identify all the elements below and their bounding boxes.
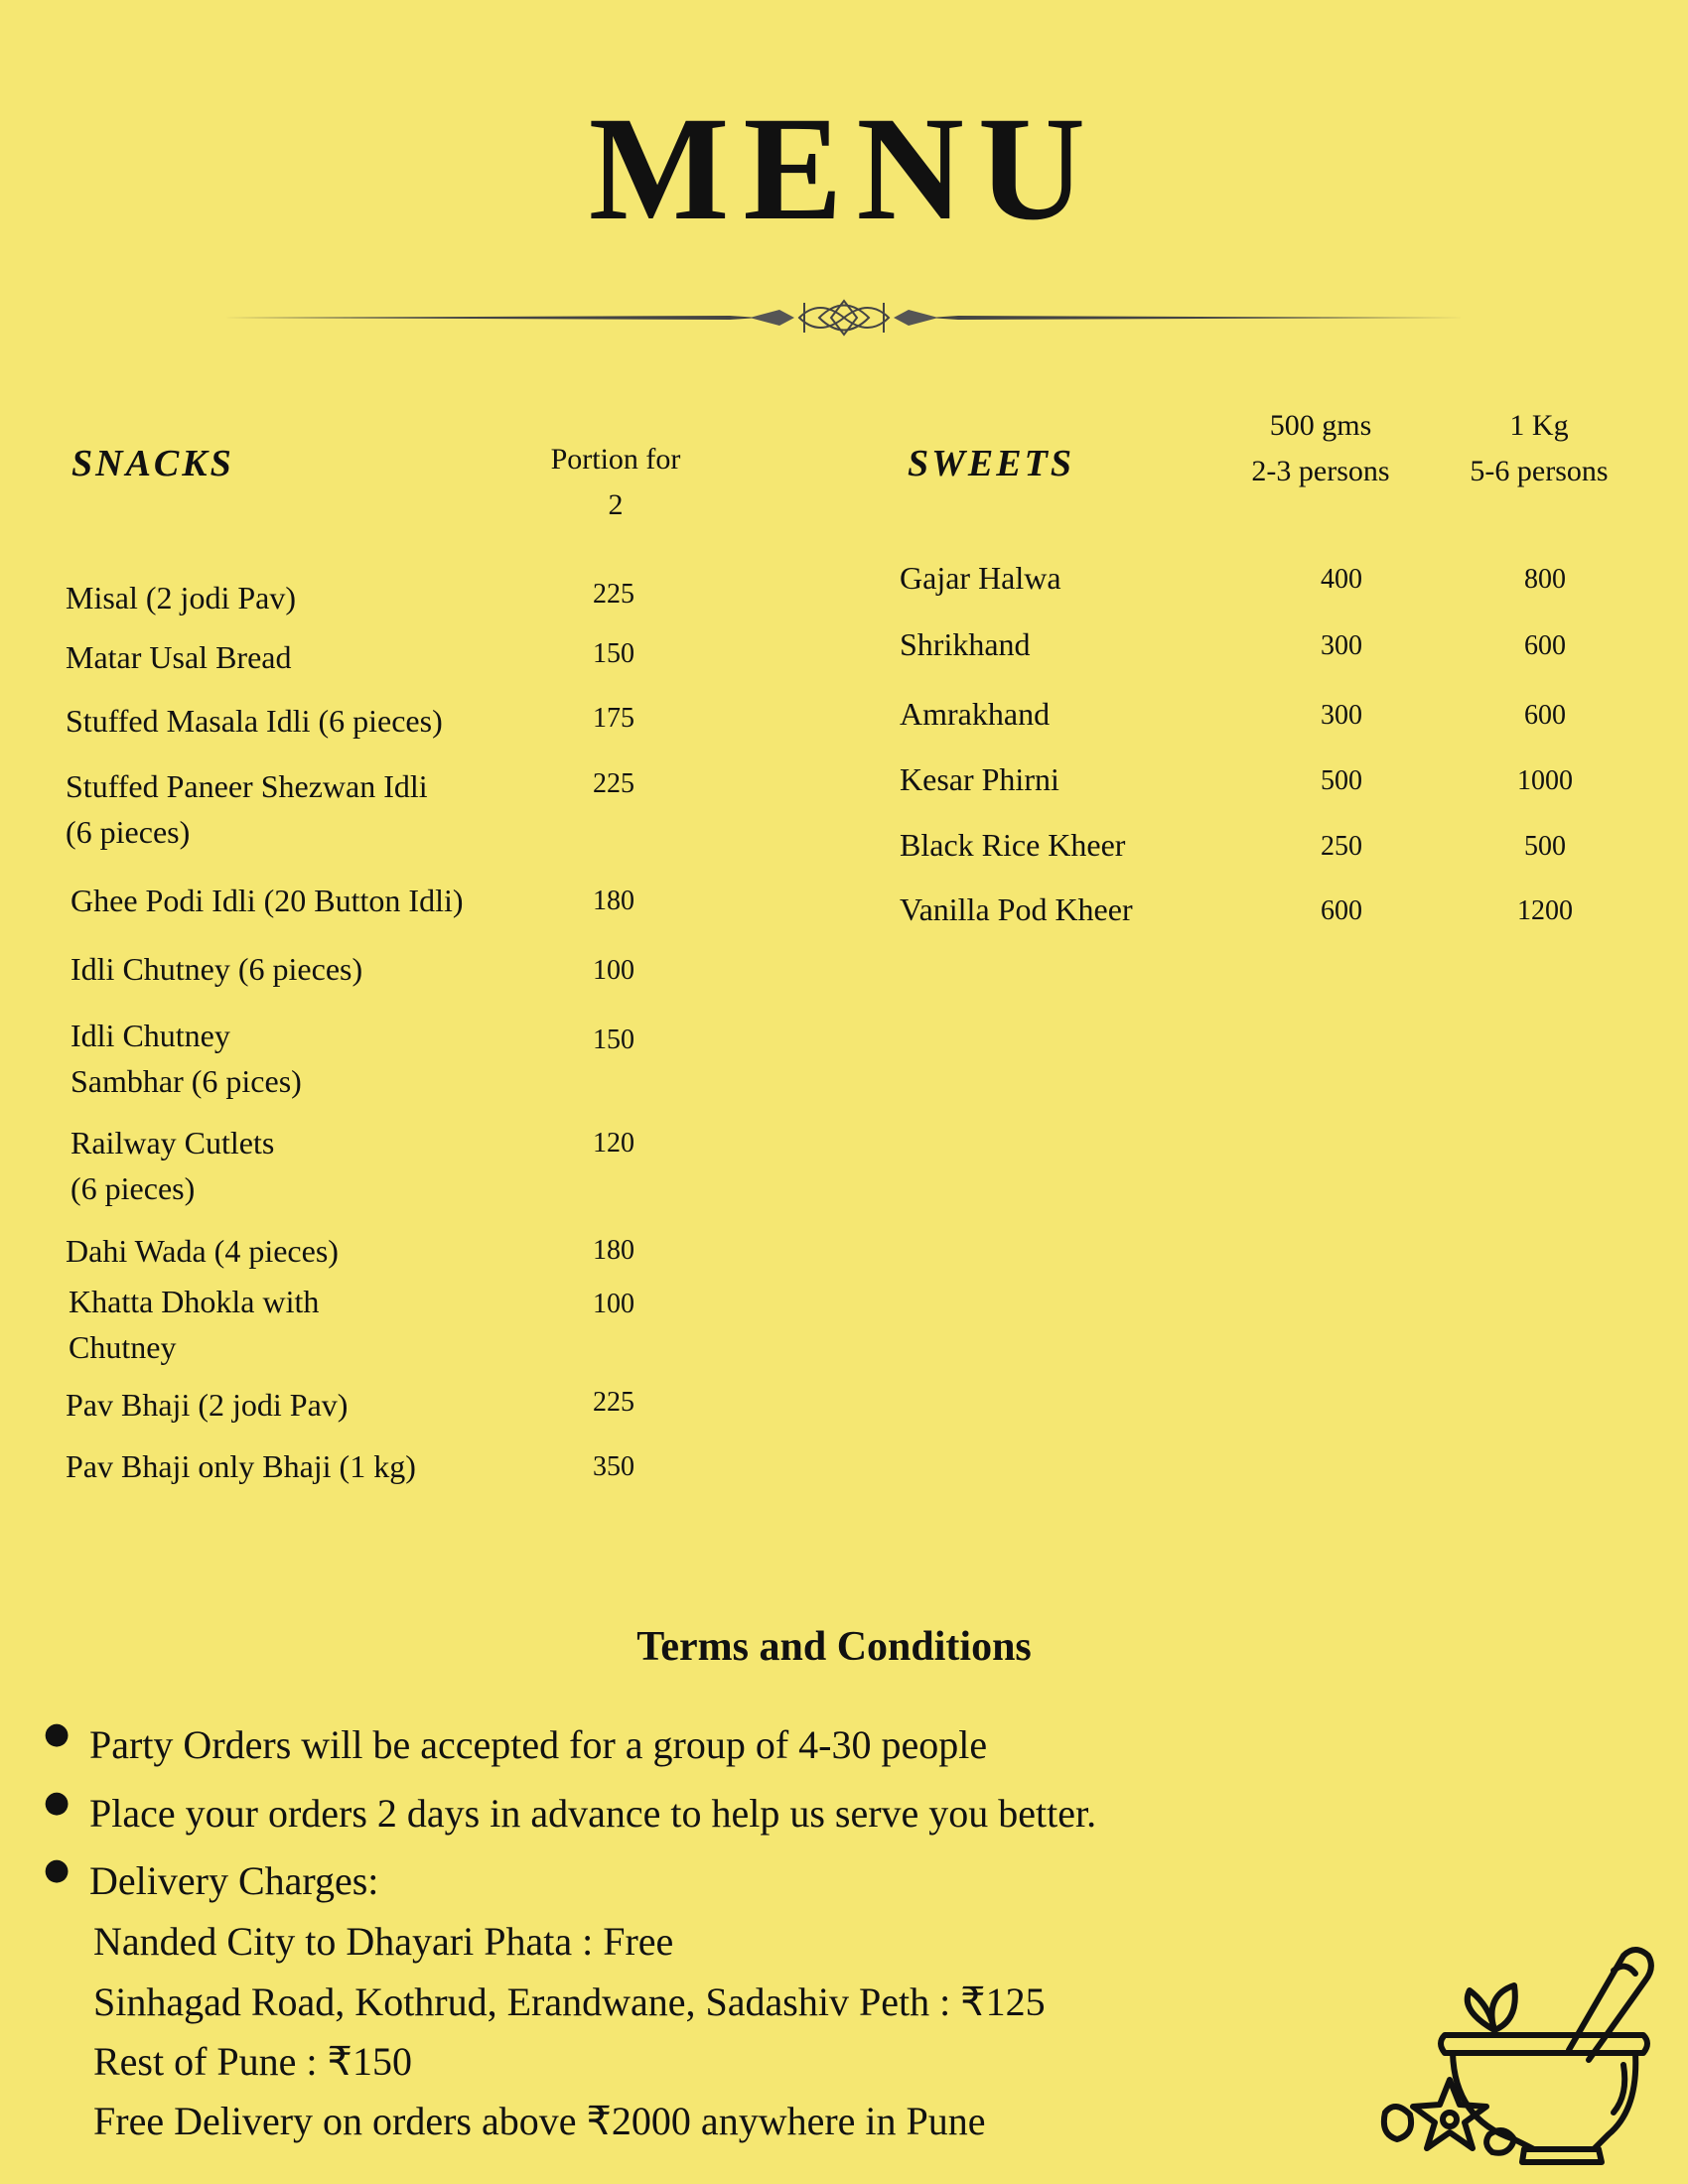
terms-heading: Terms and Conditions bbox=[636, 1624, 1032, 1670]
terms-item: Delivery Charges: bbox=[89, 1858, 379, 1903]
snacks-portion-header bbox=[516, 437, 715, 528]
sweet-item-name: Black Rice Kheer bbox=[900, 827, 1126, 863]
snack-item-name-line2: (6 pieces) bbox=[70, 1170, 196, 1206]
mortar-pestle-icon bbox=[1375, 1936, 1658, 2169]
snack-item-name-line2: (6 pieces) bbox=[66, 814, 191, 850]
delivery-charge-line: Free Delivery on orders above ₹2000 anywhere in Pune bbox=[93, 2099, 986, 2143]
sweet-item-name: Kesar Phirni bbox=[900, 761, 1059, 797]
snacks-portion-header-line2: 2 bbox=[608, 488, 624, 521]
snack-item-name: Pav Bhaji only Bhaji (1 kg) bbox=[66, 1448, 416, 1484]
terms-item: Place your orders 2 days in advance to help us serve you better. bbox=[89, 1791, 1097, 1836]
snack-item-price: 120 bbox=[593, 1128, 634, 1159]
snack-item-name: Pav Bhaji (2 jodi Pav) bbox=[66, 1387, 349, 1423]
sweets-1kg-header-line1: 1 Kg bbox=[1509, 409, 1569, 442]
snack-item-price: 225 bbox=[593, 768, 634, 799]
snack-item-price: 180 bbox=[593, 886, 634, 916]
ornament-divider-icon bbox=[223, 293, 1465, 342]
sweet-item-name: Vanilla Pod Kheer bbox=[900, 891, 1133, 927]
sweets-500g-header-line2: 2-3 persons bbox=[1251, 455, 1390, 487]
snack-item-price: 350 bbox=[593, 1451, 634, 1482]
snack-item-price: 150 bbox=[593, 1024, 634, 1055]
sweets-heading: SWEETS bbox=[908, 443, 1074, 484]
snack-item-name bbox=[69, 1279, 319, 1370]
sweet-item-price-1kg: 600 bbox=[1524, 630, 1566, 661]
snack-item-name: Matar Usal Bread bbox=[66, 639, 292, 675]
snack-item-price: 100 bbox=[593, 955, 634, 986]
terms-bullet bbox=[44, 1785, 70, 1820]
sweets-1kg-header-line2: 5-6 persons bbox=[1470, 455, 1609, 487]
snack-item-price: 150 bbox=[593, 638, 634, 669]
delivery-charge-line: Nanded City to Dhayari Phata : Free bbox=[93, 1919, 674, 1964]
snack-item-name: Ghee Podi Idli (20 Button Idli) bbox=[70, 883, 464, 918]
sweet-item-price-500g: 600 bbox=[1321, 895, 1362, 926]
snack-item-price: 225 bbox=[593, 1387, 634, 1418]
snack-item-name-line1: Idli Chutney bbox=[70, 1018, 230, 1053]
terms-bullet bbox=[44, 1852, 70, 1887]
snack-item-name bbox=[66, 763, 428, 855]
snacks-heading: SNACKS bbox=[71, 443, 234, 484]
sweet-item-name: Gajar Halwa bbox=[900, 560, 1061, 596]
snack-item-name bbox=[70, 1013, 302, 1104]
sweet-item-price-1kg: 600 bbox=[1524, 700, 1566, 731]
sweet-item-price-500g: 500 bbox=[1321, 765, 1362, 796]
snack-item-name: Idli Chutney (6 pieces) bbox=[70, 951, 363, 987]
sweet-item-price-500g: 300 bbox=[1321, 630, 1362, 661]
snack-item-name: Misal (2 jodi Pav) bbox=[66, 580, 296, 615]
sweets-500g-header-line1: 500 gms bbox=[1269, 409, 1372, 442]
snack-item-price: 180 bbox=[593, 1235, 634, 1266]
snack-item-price: 100 bbox=[593, 1289, 634, 1319]
sweet-item-price-500g: 250 bbox=[1321, 831, 1362, 862]
sweet-item-price-1kg: 1200 bbox=[1517, 895, 1573, 926]
sweet-item-name: Amrakhand bbox=[900, 696, 1051, 732]
bullet-dot-icon: ● bbox=[44, 1785, 70, 1820]
sweets-1kg-header bbox=[1430, 403, 1648, 494]
delivery-charge-line: Sinhagad Road, Kothrud, Erandwane, Sadashiv Peth : ₹125 bbox=[93, 1979, 1046, 2024]
page-title: MENU bbox=[588, 86, 1100, 251]
delivery-charge-line: Rest of Pune : ₹150 bbox=[93, 2039, 412, 2084]
sweet-item-price-1kg: 500 bbox=[1524, 831, 1566, 862]
snacks-portion-header-line1: Portion for bbox=[550, 443, 681, 476]
terms-bullet bbox=[44, 1716, 70, 1751]
snack-item-price: 225 bbox=[593, 579, 634, 610]
snack-item-name bbox=[70, 1120, 274, 1211]
sweet-item-price-1kg: 800 bbox=[1524, 564, 1566, 595]
snack-item-name-line1: Khatta Dhokla with bbox=[69, 1284, 320, 1319]
terms-item: Party Orders will be accepted for a group of 4-30 people bbox=[89, 1722, 988, 1767]
bullet-dot-icon: ● bbox=[44, 1852, 70, 1887]
sweets-500g-header bbox=[1211, 403, 1430, 494]
snack-item-name: Stuffed Masala Idli (6 pieces) bbox=[66, 703, 443, 739]
bullet-dot-icon: ● bbox=[44, 1716, 70, 1751]
sweet-item-price-500g: 400 bbox=[1321, 564, 1362, 595]
snack-item-name-line2: Sambhar (6 pices) bbox=[70, 1063, 302, 1099]
sweet-item-price-1kg: 1000 bbox=[1517, 765, 1573, 796]
snack-item-name: Dahi Wada (4 pieces) bbox=[66, 1233, 339, 1269]
snack-item-name-line2: Chutney bbox=[69, 1329, 177, 1365]
sweet-item-price-500g: 300 bbox=[1321, 700, 1362, 731]
sweet-item-name: Shrikhand bbox=[900, 626, 1031, 662]
snack-item-name-line1: Stuffed Paneer Shezwan Idli bbox=[66, 768, 428, 804]
snack-item-price: 175 bbox=[593, 703, 634, 734]
snack-item-name-line1: Railway Cutlets bbox=[70, 1125, 275, 1160]
